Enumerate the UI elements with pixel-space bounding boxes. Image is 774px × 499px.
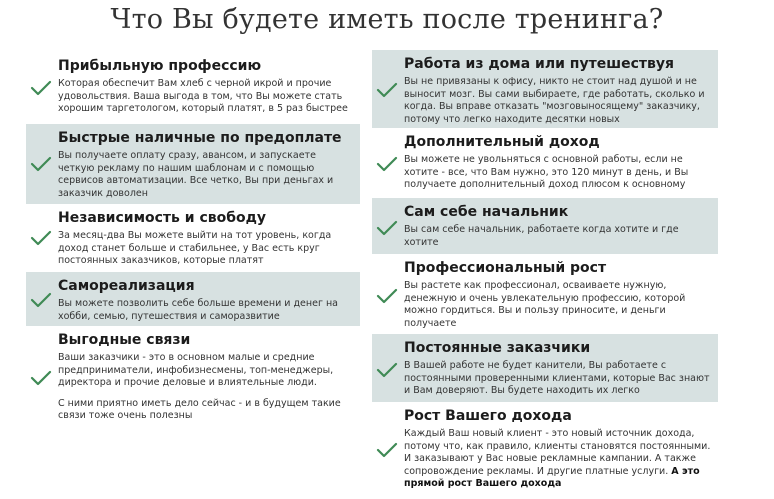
benefit-heading: Постоянные заказчики — [404, 340, 591, 356]
benefit-card — [26, 272, 360, 326]
benefit-text-extra: С ними приятно иметь дело сейчас - и в будущем такие связи тоже очень полезны — [58, 397, 341, 421]
benefit-card — [372, 50, 718, 128]
benefit-heading: Быстрые наличные по предоплате — [58, 130, 342, 146]
benefit-text: Вы растете как профессионал, осваиваете нужную, денежную и очень увлекательную профессию, которой можно гордиться. Вы и пользу приносите, и деньги получаете — [404, 280, 686, 329]
check-icon — [30, 292, 52, 308]
benefit-heading: Дополнительный доход — [404, 134, 600, 150]
benefit-text: Ваши заказчики - это в основном малые и средние предприниматели, инфобизнесмены, топ-менеджеры, директора и прочие деловые и влиятельные люди. — [58, 352, 334, 388]
benefit-text: Которая обеспечит Вам хлеб с черной икрой и прочие удовольствия. Ваша выгода в том, что Вы можете стать хорошим таргетологом, который платят, в 5 раз быстрее — [58, 78, 348, 114]
benefit-text: Вы можете позволить себе больше времени и денег на хобби, семью, путешествия и саморазвитие — [58, 298, 338, 322]
benefit-text: Вы сам себе начальник, работаете когда хотите и где хотите — [404, 224, 679, 248]
benefit-text: Вы можете не увольняться с основной работы, если не хотите - все, что Вам нужно, это 120 минут в день, и Вы получаете дополнительный доход плюсом к основному — [404, 154, 689, 190]
benefit-card — [372, 128, 718, 196]
benefit-card — [372, 402, 718, 498]
benefit-card — [26, 204, 360, 272]
benefit-text: Вы не привязаны к офису, никто не стоит над душой и не выносит мозг. Вы сами выбираете, где работать, сколько и когда. Вы вправе отказать "мозговыносящему" заказчику, потому что легко находите десятки новых — [404, 76, 705, 125]
check-icon — [376, 442, 398, 458]
benefit-heading: Выгодные связи — [58, 332, 191, 348]
check-icon — [30, 156, 52, 172]
check-icon — [376, 362, 398, 378]
benefit-text-bold: А это прямой рост Вашего дохода — [404, 465, 700, 489]
benefit-heading: Сам себе начальник — [404, 204, 569, 220]
check-icon — [376, 220, 398, 236]
benefit-heading: Самореализация — [58, 278, 195, 294]
benefit-text: За месяц-два Вы можете выйти на тот уровень, когда доход станет больше и стабильнее, у Вас есть круг постоянных заказчиков, которые платят — [58, 230, 332, 266]
check-icon — [376, 156, 398, 172]
benefit-text-plain: Каждый Ваш новый клиент - это новый источник дохода, потому что, как правило, клиенты становятся постоянными. И заказывают у Вас новые рекламные кампании. А также сопровождение рекламы. И другие платные услуги. — [404, 428, 711, 477]
check-icon — [30, 80, 52, 96]
benefit-card — [26, 52, 360, 124]
check-icon — [376, 82, 398, 98]
benefit-text: В Вашей работе не будет канители, Вы работаете с постоянными проверенными клиентами, которые Вас знают и Вам доверяют. Вы будете находить их легко — [404, 360, 710, 396]
benefit-card — [26, 124, 360, 204]
page-title: Что Вы будете иметь после тренинга? — [110, 4, 664, 35]
benefit-card — [26, 326, 360, 430]
benefit-heading: Профессиональный рост — [404, 260, 607, 276]
check-icon — [376, 288, 398, 304]
benefit-heading: Рост Вашего дохода — [404, 408, 572, 424]
check-icon — [30, 230, 52, 246]
benefit-heading: Работа из дома или путешествуя — [404, 56, 674, 72]
benefit-heading: Прибыльную профессию — [58, 58, 262, 74]
benefit-card — [372, 198, 718, 254]
benefit-text — [404, 428, 712, 491]
benefit-card — [372, 334, 718, 402]
benefit-text: Вы получаете оплату сразу, авансом, и запускаете четкую рекламу по нашим шаблонам и с помощью сервисов автоматизации. Все четко, Вы при деньгах и заказчик доволен — [58, 150, 334, 199]
benefit-card — [372, 254, 718, 334]
check-icon — [30, 370, 52, 386]
benefit-heading: Независимость и свободу — [58, 210, 267, 226]
